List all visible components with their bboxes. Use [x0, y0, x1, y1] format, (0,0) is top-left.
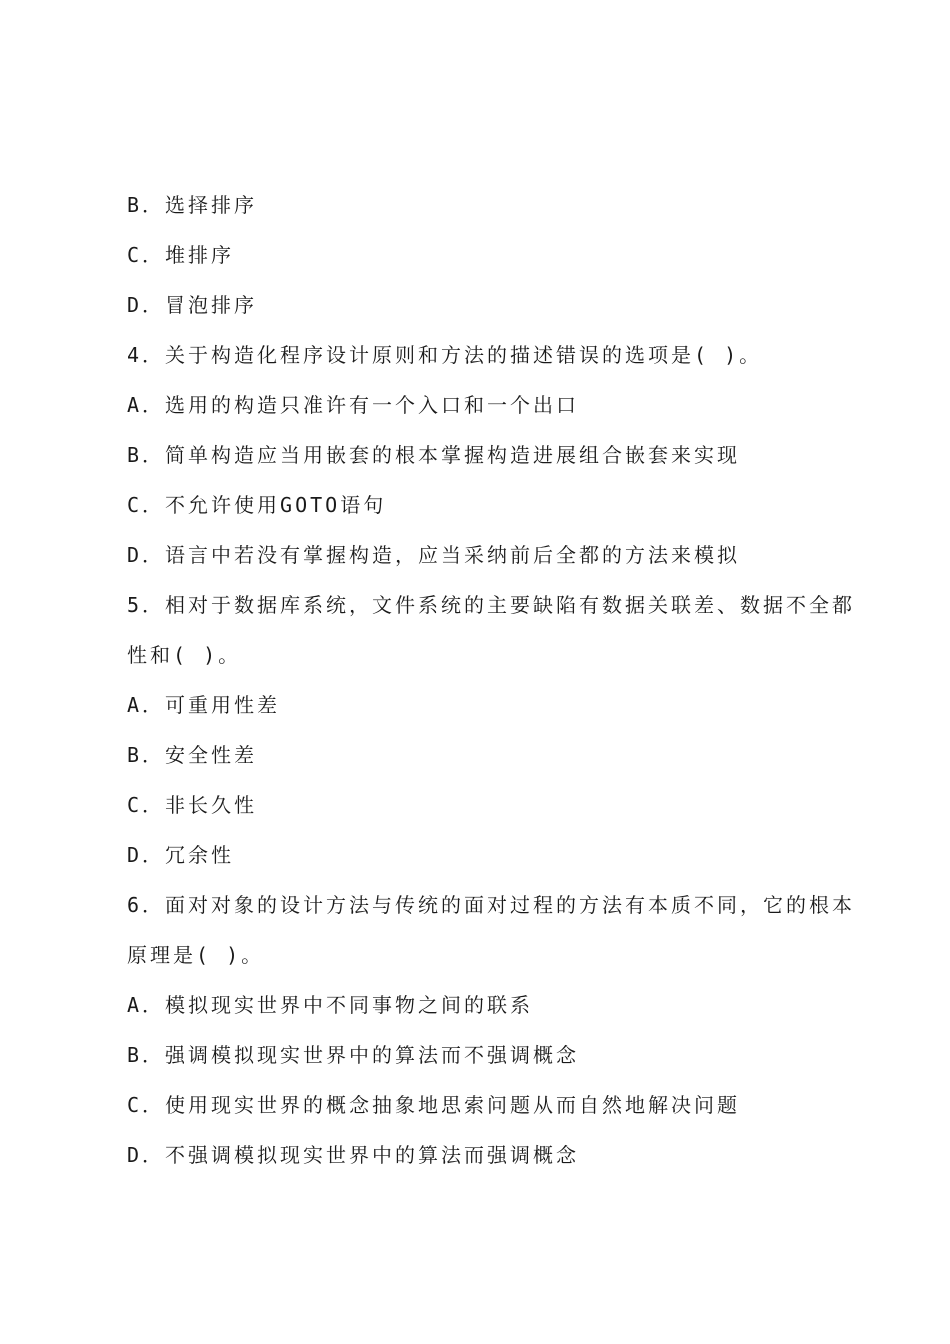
- option-c-q3: C．堆排序: [127, 243, 235, 267]
- option-b-q3: B．选择排序: [127, 193, 258, 217]
- option-a-q5: A．可重用性差: [127, 693, 281, 717]
- option-d-q6: D．不强调模拟现实世界中的算法而强调概念: [127, 1143, 580, 1167]
- option-b-q4: B．简单构造应当用嵌套的根本掌握构造进展组合嵌套来实现: [127, 443, 741, 467]
- option-d-q5: D．冗余性: [127, 843, 235, 867]
- option-a-q4: A．选用的构造只准许有一个入口和一个出口: [127, 393, 580, 417]
- question-5-line-1: 5．相对于数据库系统，文件系统的主要缺陷有数据关联差、数据不全都: [127, 593, 856, 617]
- document-body: [127, 180, 856, 1180]
- option-b-q6: B．强调模拟现实世界中的算法而不强调概念: [127, 1043, 580, 1067]
- option-b-q5: B．安全性差: [127, 743, 258, 767]
- option-a-q6: A．模拟现实世界中不同事物之间的联系: [127, 993, 534, 1017]
- question-6-line-2: 原理是( )。: [127, 943, 265, 967]
- option-d-q4: D．语言中若没有掌握构造，应当采纳前后全都的方法来模拟: [127, 543, 741, 567]
- question-5-line-2: 性和( )。: [127, 643, 242, 667]
- question-4: 4．关于构造化程序设计原则和方法的描述错误的选项是( )。: [127, 343, 763, 367]
- option-c-q4: C．不允许使用GOTO语句: [127, 493, 387, 517]
- option-d-q3: D．冒泡排序: [127, 293, 258, 317]
- question-6-line-1: 6．面对对象的设计方法与传统的面对过程的方法有本质不同，它的根本: [127, 893, 856, 917]
- option-c-q5: C．非长久性: [127, 793, 258, 817]
- option-c-q6: C．使用现实世界的概念抽象地思索问题从而自然地解决问题: [127, 1093, 741, 1117]
